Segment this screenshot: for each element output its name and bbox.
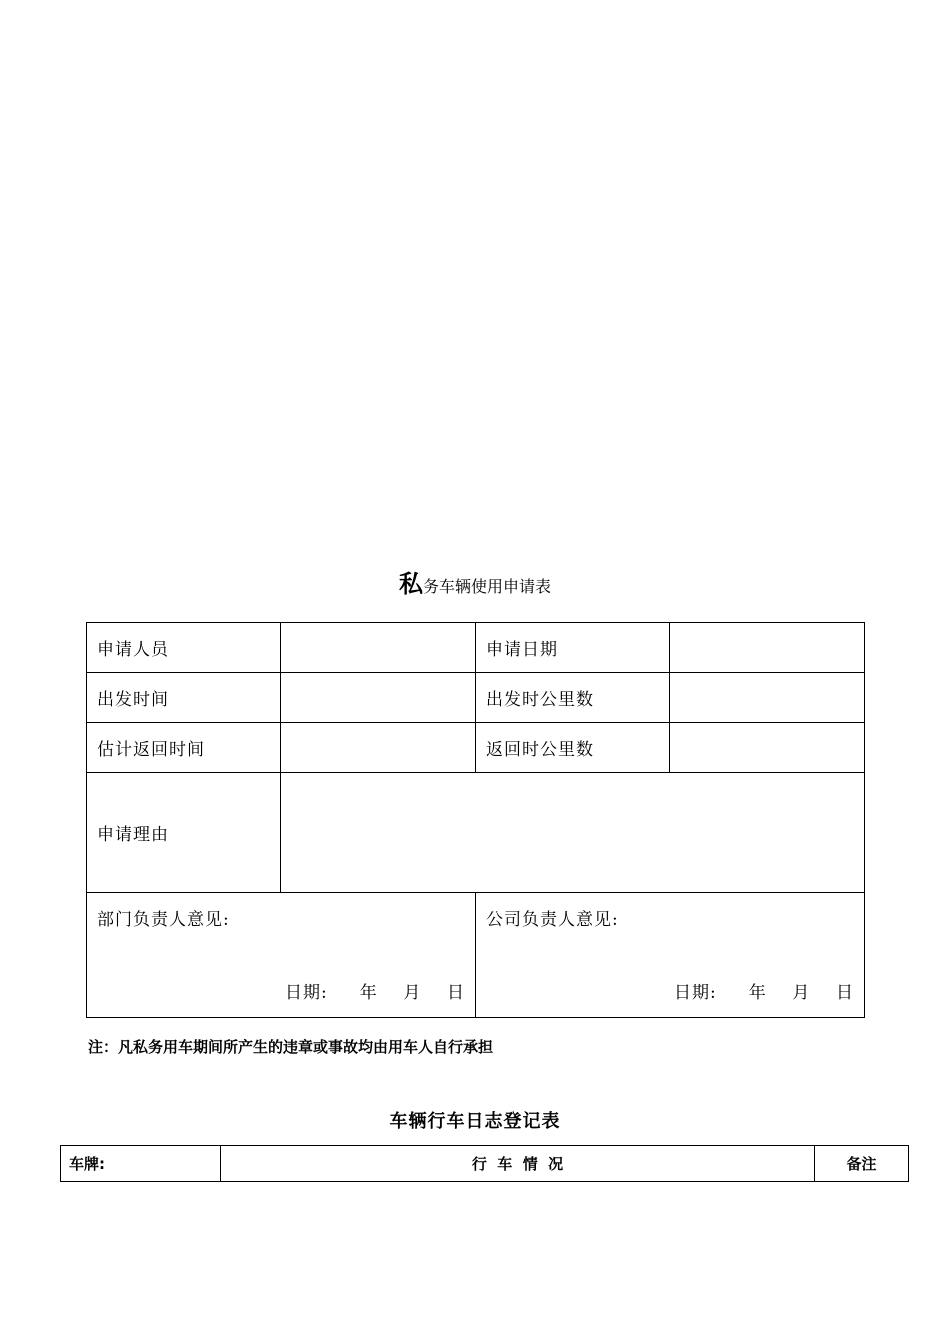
form-row-opinions [87,893,865,1018]
form-note: 注：凡私务用车期间所产生的违章或事故均由用车人自行承担 [88,1038,494,1056]
vehicle-log-table [60,1145,909,1182]
plate-label: 车牌: [61,1146,221,1182]
log-title: 车辆行车日志登记表 [389,1111,561,1132]
return-mileage-label: 返回时公里数 [476,723,670,773]
driving-status-header: 行 车 情 况 [221,1146,815,1182]
dept-opinion-date: 日期: 年 月 日 [285,983,465,1003]
return-mileage-field[interactable] [670,723,865,773]
private-vehicle-application-form [86,622,865,1018]
apply-date-label: 申请日期 [476,623,670,673]
company-opinion-cell[interactable] [476,893,865,1018]
reason-label: 申请理由 [87,773,281,893]
reason-field[interactable] [281,773,865,893]
form-title-rest: 务车辆使用申请表 [422,577,551,596]
depart-mileage-label: 出发时公里数 [476,673,670,723]
form-row-depart [87,673,865,723]
company-opinion-label: 公司负责人意见: [486,910,619,930]
return-time-field[interactable] [281,723,476,773]
remarks-header: 备注 [815,1146,909,1182]
apply-date-field[interactable] [670,623,865,673]
depart-mileage-field[interactable] [670,673,865,723]
form-row-reason [87,773,865,893]
dept-opinion-cell[interactable] [87,893,476,1018]
applicant-field[interactable] [281,623,476,673]
form-title-first-char: 私 [398,569,423,598]
return-time-label: 估计返回时间 [87,723,281,773]
depart-time-field[interactable] [281,673,476,723]
log-header-row [61,1146,909,1182]
applicant-label: 申请人员 [87,623,281,673]
dept-opinion-label: 部门负责人意见: [97,910,230,930]
form-title [0,568,950,603]
form-row-return [87,723,865,773]
company-opinion-date: 日期: 年 月 日 [674,983,854,1003]
form-row-applicant [87,623,865,673]
depart-time-label: 出发时间 [87,673,281,723]
